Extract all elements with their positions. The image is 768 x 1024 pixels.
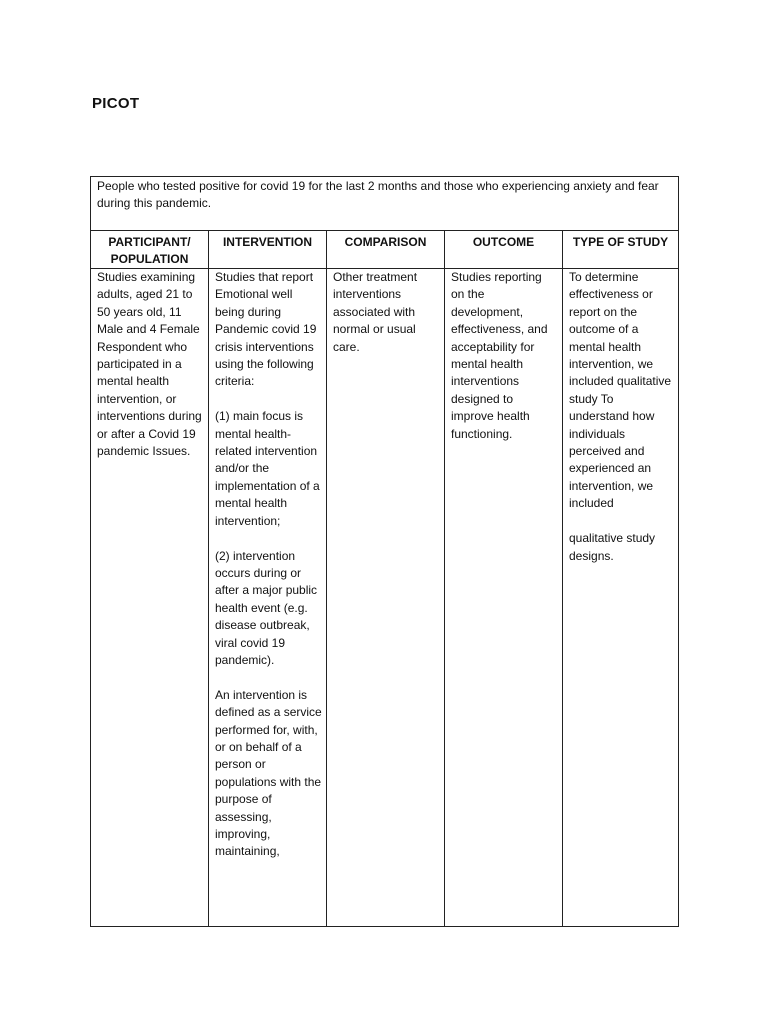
cell-participant: Studies examining adults, aged 21 to 50 years old, 11 Male and 4 Female Respondent who participated in a mental health intervention, or interventions during or after a Covid 19 pandemic Issues. bbox=[91, 269, 209, 927]
header-outcome: OUTCOME bbox=[445, 231, 563, 269]
cell-outcome: Studies reporting on the development, effectiveness, and acceptability for mental health interventions designed to improve health functioning. bbox=[445, 269, 563, 927]
intro-cell bbox=[91, 177, 679, 231]
cell-type-of-study: To determine effectiveness or report on the outcome of a mental health intervention, we included qualitative study To understand how individuals perceived and experienced an intervention, we included qualitative study designs. bbox=[563, 269, 679, 927]
cell-comparison: Other treatment interventions associated with normal or usual care. bbox=[327, 269, 445, 927]
picot-table bbox=[90, 176, 679, 927]
page-title: PICOT bbox=[92, 95, 140, 112]
header-participant: PARTICIPANT/ POPULATION bbox=[91, 231, 209, 269]
header-intervention: INTERVENTION bbox=[209, 231, 327, 269]
intro-row bbox=[91, 177, 679, 231]
header-row bbox=[91, 231, 679, 269]
header-comparison: COMPARISON bbox=[327, 231, 445, 269]
header-type-of-study: TYPE OF STUDY bbox=[563, 231, 679, 269]
intro-text: People who tested positive for covid 19 for the last 2 months and those who experiencing anxiety and fear during this pandemic. bbox=[97, 179, 659, 211]
content-row bbox=[91, 269, 679, 927]
cell-intervention: Studies that report Emotional well being during Pandemic covid 19 crisis interventions using the following criteria: (1) main focus is mental health-related intervention and/or the implementation of a mental health intervention; (2) intervention occurs during or after a major public health event (e.g. disease outbreak, viral covid 19 pandemic). An intervention is defined as a service performed for, with, or on behalf of a person or populations with the purpose of assessing, improving, maintaining, bbox=[209, 269, 327, 927]
